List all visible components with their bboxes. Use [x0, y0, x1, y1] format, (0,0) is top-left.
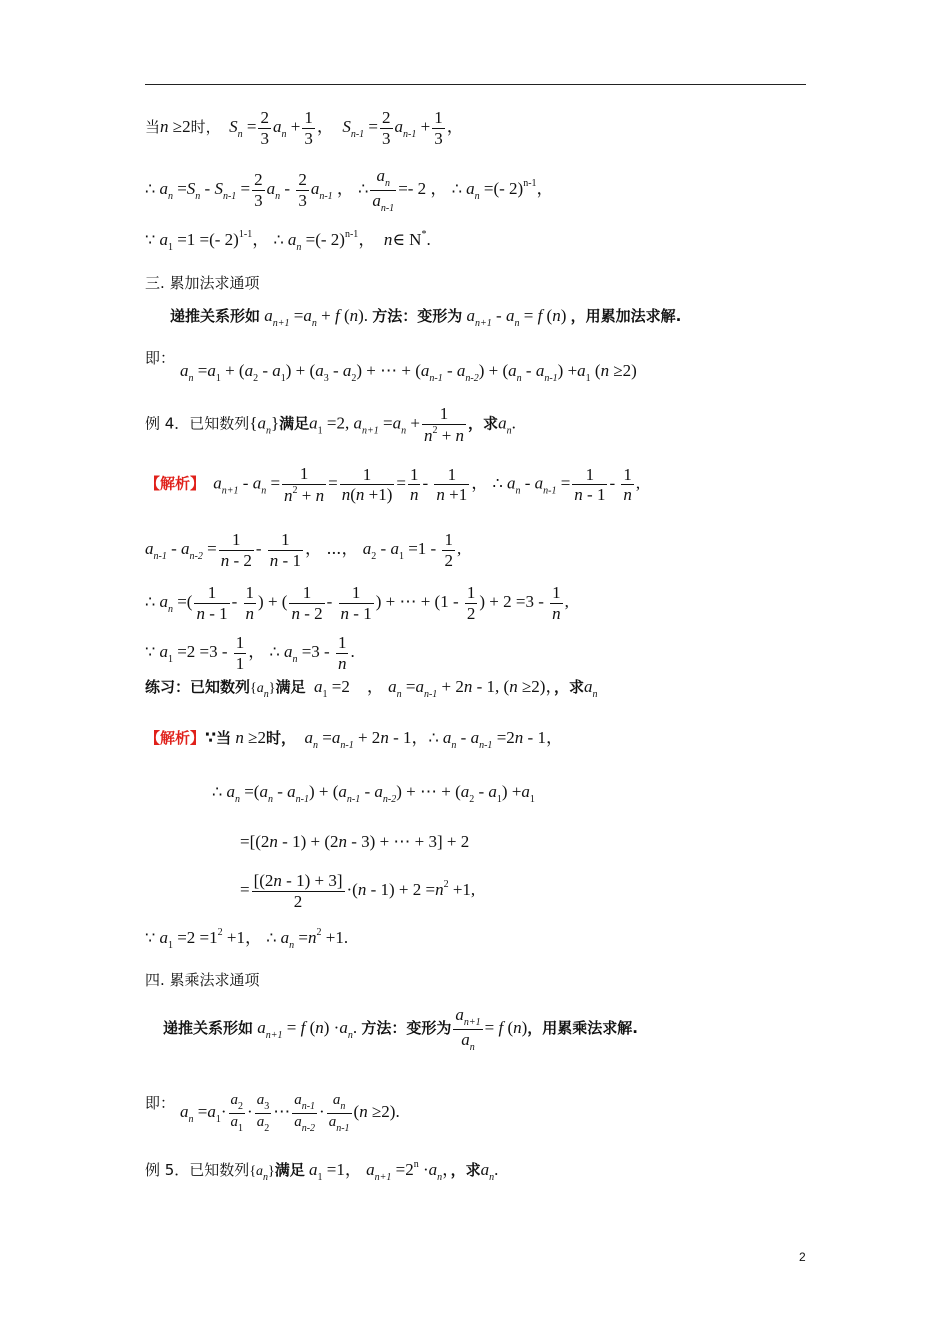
section3-formula: $a_n =a_1 + (a_2 - a_1) + (a_3 - a_2)$ + ⋯ + $(a_{n-1} - a_{n-2}) + (a_n - a_{n-1}) +a_1$ (n ≥2)	[180, 361, 637, 384]
section-title-4: 四. 累乘法求通项	[145, 971, 260, 989]
solution-4-line1: 【解析】 $a_{n+1} - a_n$ = $\frac{1}{n^2 + n}$ = $\frac{1}{n(n +1)}$ = $\frac{1}{n}$ - $\frac{1}{n +1}$ ， ∴ $a_n - a_{n-1}$ = $\frac{1}{n - 1}$ - $\frac{1}{n}$ ,	[145, 464, 641, 505]
practice-solution-line1: 【解析】∵当 n ≥2时， $a_n =a_{n-1} + 2n - 1$，∴ $a_n - a_{n-1} =2n - 1$，	[145, 728, 563, 751]
section3-ji: 即：	[145, 349, 176, 367]
section4-intro: 递推关系形如 $a_{n+1} = f$ $(n) \cdot a_n$. 方法：变形为 $\frac{a_{n+1}}{a_n}$ = f (n)，用累乘法求解.	[163, 1005, 638, 1053]
solution-4-line3: ∴ $a_n$ =( $\frac{1}{n - 1}$ - $\frac{1}{n}$ ) + ( $\frac{1}{n - 2}$ - $\frac{1}{n - 1}$ ) + ⋯ + (1 - $\frac{1}{2}$ ) + 2 =3 - $\frac{1}{n}$ ,	[145, 583, 569, 623]
practice-solution-line4: = $\frac{[(2n - 1) + 3]}{2}$ $\cdot(n - 1) + 2 =n^2 +1$,	[240, 871, 476, 911]
solution-4-line4: ∵ $a_1 =2 =3$ - $\frac{1}{1}$ ， ∴ $a_n =3$ - $\frac{1}{n}$ .	[145, 633, 355, 673]
section3-intro: 递推关系形如 $a_{n+1} =a_n + f$ (n). 方法：变形为 $a_{n+1} - a_n = f$ (n) ，用累加法求解.	[170, 306, 682, 329]
solution-4-line2: $a_{n-1} - a_{n-2}$ = $\frac{1}{n - 2}$ - $\frac{1}{n - 1}$ ， ⋯， $a_2 - a_1 =1$ - $\frac{1}{2}$ ,	[145, 530, 462, 570]
section4-formula: $a_n =a_1\cdot$ $\frac{a_2}{a_1}$ · $\frac{a_3}{a_2}$ ⋯ $\frac{a_{n-1}}{a_{n-2}}$ · $\frac{a_n}{a_{n-1}}$ (n ≥2).	[180, 1092, 400, 1134]
section4-ji: 即：	[145, 1094, 176, 1112]
section-title-3: 三. 累加法求通项	[145, 274, 260, 292]
line-an-derivation: ∴ $a_n =S_n - S_{n-1}$ = $\frac{2}{3}$ $a_n$ - $\frac{2}{3}$ $a_{n-1}$ ， ∴ $\frac{a_n}{a_{n-1}}$ =- 2 ， ∴ $a_n$ =(- 2)$^{n-1}$，	[145, 166, 554, 214]
practice-solution-line3: =[(2n - 1) + (2n - 3) + ⋯ + 3] + 2	[240, 832, 470, 851]
line-verify-a1: ∵ $a_1 =1$ =(- 2)$^{1-1}$， ∴ $a_n$ =(- 2)$^{n-1}$， n∈ N*.	[145, 229, 431, 253]
page-number: 2	[799, 1250, 806, 1264]
line-sn-relation: 当n ≥2时， $S_n$ = $\frac{2}{3}$ $a_n$ + $\frac{1}{3}$ ， $S_{n-1}$ = $\frac{2}{3}$ $a_{n-1}$ + $\frac{1}{3}$ ，	[145, 108, 464, 148]
practice-solution-line5: ∵ $a_1 =2 =1^2 +1$， ∴ $a_n =n^2 +1$.	[145, 927, 349, 951]
practice: 练习：已知数列$\{a_n\}$满足 $a_1 =2$ ， $a_n =a_{n-1} + 2n - 1$, (n ≥2)，，求$a_n$	[145, 677, 598, 700]
example-5: 例 5．已知数列$\{a_n\}$满足 $a_1 =1$， $a_{n+1} =2^n \cdot a_n$，，求$a_n$.	[145, 1159, 499, 1183]
example-4: 例 4．已知数列$\{a_n\}$满足$a_1 =2$, $a_{n+1} =a_n$ + $\frac{1}{n^2 + n}$ ，求$a_n$.	[145, 404, 516, 445]
practice-solution-line2: ∴ $a_n =(a_n - a_{n-1}) + (a_{n-1} - a_{n-2})$ + ⋯ + $(a_2 - a_1) +a_1$	[212, 782, 535, 805]
header-rule	[145, 84, 806, 85]
